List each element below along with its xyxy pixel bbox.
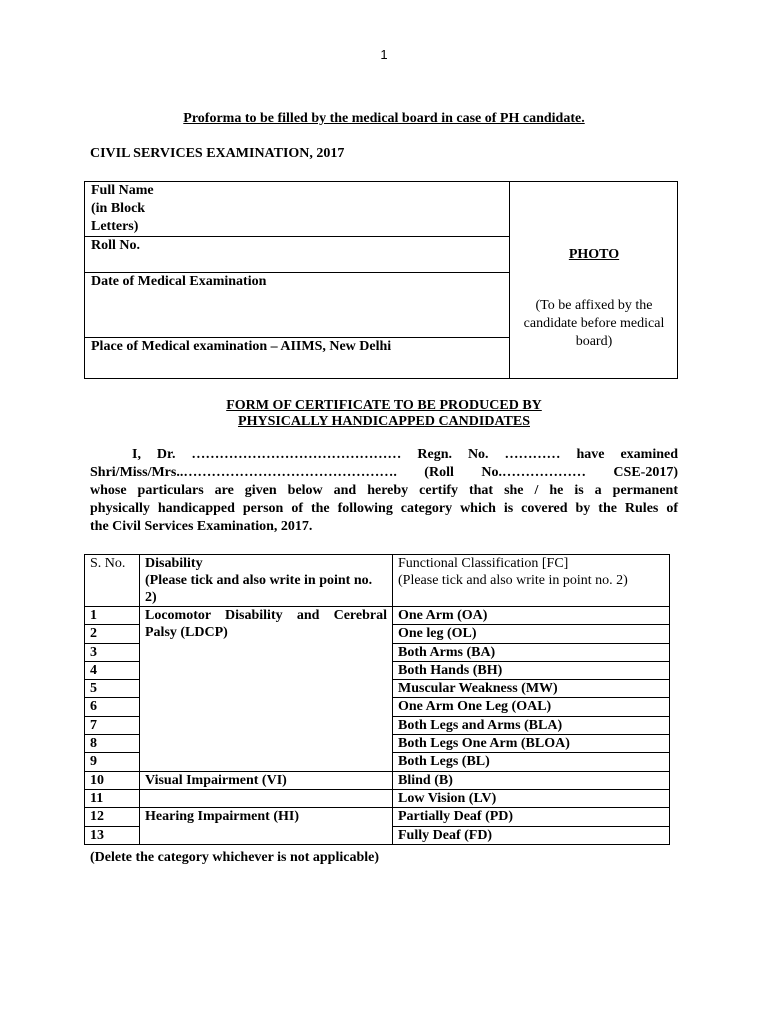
row-sno: 6 — [85, 698, 140, 716]
header-disability — [140, 555, 393, 607]
certificate-title-line: PHYSICALLY HANDICAPPED CANDIDATES — [238, 414, 530, 429]
date-of-exam-label: Date of Medical Examination — [91, 274, 267, 289]
header-fc — [393, 555, 670, 607]
full-name-label: (in Block — [91, 201, 146, 216]
header-disability-note: (Please tick and also write in point no. 2) — [145, 573, 373, 605]
table-row — [85, 607, 670, 625]
row-sno: 12 — [85, 808, 140, 826]
footnote: (Delete the category whichever is not applicable) — [90, 850, 380, 865]
roll-no-label: Roll No. — [91, 238, 140, 253]
disability-empty — [140, 789, 393, 807]
roll-no-field[interactable] — [91, 237, 140, 255]
photo-note — [515, 297, 673, 351]
page-number: 1 — [380, 47, 388, 62]
proforma-title: Proforma to be filled by the medical board in case of PH candidate. — [183, 111, 585, 126]
certificate-line: whose particulars are given below and hereby certify that she / he is a permanent — [90, 483, 678, 498]
date-of-exam-field[interactable] — [91, 273, 266, 291]
row-sno: 11 — [85, 789, 140, 807]
fc-option[interactable]: One leg (OL) — [393, 625, 670, 643]
header-disability-label: Disability — [145, 556, 203, 571]
photo-note-line: (To be affixed by the — [535, 298, 653, 313]
header-fc-note: (Please tick and also write in point no. 2) — [398, 573, 628, 588]
certificate-line: I, Dr. ……………………………………… Regn. No. ………… have examined — [132, 447, 678, 462]
row-sno: 4 — [85, 661, 140, 679]
disability-table — [84, 554, 670, 845]
photo-note-line: board) — [575, 334, 613, 349]
header-sno: S. No. — [85, 555, 140, 607]
table-row — [85, 789, 670, 807]
fc-option[interactable]: Both Legs (BL) — [393, 753, 670, 771]
table-row — [85, 808, 670, 826]
disability-hi[interactable]: Hearing Impairment (HI) — [140, 808, 393, 845]
fc-option[interactable]: Both Legs One Arm (BLOA) — [393, 735, 670, 753]
row-sno: 2 — [85, 625, 140, 643]
certificate-line: the Civil Services Examination, 2017. — [90, 519, 313, 534]
full-name-field[interactable] — [91, 182, 154, 236]
fc-option[interactable]: Partially Deaf (PD) — [393, 808, 670, 826]
certificate-title-line: FORM OF CERTIFICATE TO BE PRODUCED BY — [226, 398, 542, 413]
photo-label: PHOTO — [568, 247, 620, 262]
fc-option[interactable]: Low Vision (LV) — [393, 789, 670, 807]
certificate-text — [90, 446, 678, 536]
full-name-label: Full Name — [91, 183, 154, 198]
header-fc-label: Functional Classification [FC] — [398, 556, 569, 571]
disability-ldcp[interactable]: Locomotor Disability and Cerebral Palsy (LDCP) — [140, 607, 393, 772]
fc-option[interactable]: Both Arms (BA) — [393, 643, 670, 661]
fc-option[interactable]: One Arm One Leg (OAL) — [393, 698, 670, 716]
fc-option[interactable]: Fully Deaf (FD) — [393, 826, 670, 844]
exam-title: CIVIL SERVICES EXAMINATION, 2017 — [90, 146, 345, 161]
place-of-exam-field[interactable] — [91, 338, 391, 356]
full-name-label: Letters) — [91, 219, 139, 234]
table-row — [85, 771, 670, 789]
fc-option[interactable]: Both Hands (BH) — [393, 661, 670, 679]
row-sno: 7 — [85, 716, 140, 734]
photo-note-line: candidate before medical — [523, 316, 665, 331]
row-sno: 8 — [85, 735, 140, 753]
fc-option[interactable]: Blind (B) — [393, 771, 670, 789]
certificate-line: Shri/Miss/Mrs..………………………………………. (Roll No.……………… CSE-2017) — [90, 465, 678, 480]
disability-vi[interactable]: Visual Impairment (VI) — [140, 771, 393, 789]
row-sno: 3 — [85, 643, 140, 661]
fc-option[interactable]: Muscular Weakness (MW) — [393, 680, 670, 698]
certificate-line: physically handicapped person of the following category which is covered by the Rules of — [90, 501, 678, 516]
fc-option[interactable]: One Arm (OA) — [393, 607, 670, 625]
certificate-title — [0, 398, 768, 430]
row-sno: 10 — [85, 771, 140, 789]
table-header-row — [85, 555, 670, 607]
row-sno: 1 — [85, 607, 140, 625]
fc-option[interactable]: Both Legs and Arms (BLA) — [393, 716, 670, 734]
row-divider — [85, 236, 509, 237]
place-of-exam-label: Place of Medical examination – AIIMS, New Delhi — [91, 339, 392, 354]
row-sno: 9 — [85, 753, 140, 771]
photo-divider — [509, 182, 510, 378]
row-sno: 13 — [85, 826, 140, 844]
candidate-info-box — [84, 181, 678, 379]
row-sno: 5 — [85, 680, 140, 698]
